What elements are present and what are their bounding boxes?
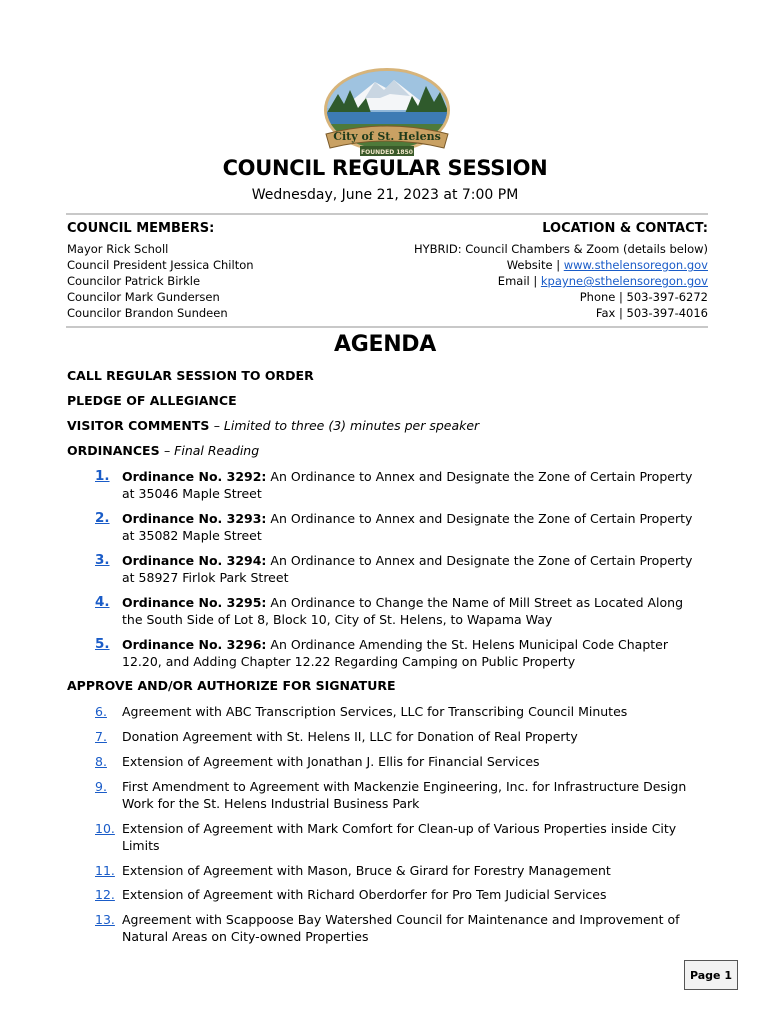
ordinance-title: Ordinance No. 3292:	[122, 469, 267, 484]
ordinance-text: An Ordinance to Annex and Designate the Zone of Certain Property at 58927 Firlok Park Street	[122, 553, 693, 585]
ordinance-title: Ordinance No. 3293:	[122, 511, 267, 526]
approval-text: First Amendment to Agreement with Mackenzie Engineering, Inc. for Infrastructure Design Work for the St. Helens Industrial Business Park	[122, 779, 687, 811]
page-title: COUNCIL REGULAR SESSION	[222, 156, 548, 180]
approval-text: Extension of Agreement with Richard Oberdorfer for Pro Tem Judicial Services	[122, 887, 607, 902]
item-number-link[interactable]: 1.	[95, 468, 110, 484]
ordinance-item	[95, 594, 705, 628]
fax-row: Fax | 503-397-4016	[595, 306, 708, 320]
ordinance-title: Ordinance No. 3295:	[122, 595, 267, 610]
city-seal-logo	[320, 68, 454, 160]
approval-item	[95, 911, 705, 945]
ordinance-item	[95, 510, 705, 544]
ordinances-label: ORDINANCES	[67, 443, 160, 458]
divider	[66, 213, 708, 215]
website-row	[414, 257, 708, 273]
approval-item	[95, 728, 705, 745]
member-item: Councilor Patrick Birkle	[67, 274, 201, 288]
ordinance-item	[95, 468, 705, 502]
location-heading: LOCATION & CONTACT:	[542, 221, 708, 236]
members-heading: COUNCIL MEMBERS:	[67, 221, 215, 236]
visitor-comments	[67, 418, 479, 433]
email-row	[414, 273, 708, 289]
contact-list	[414, 241, 708, 321]
item-number-link[interactable]: 8.	[95, 754, 107, 769]
item-number-link[interactable]: 10.	[95, 821, 115, 836]
item-number-link[interactable]: 2.	[95, 510, 110, 526]
approval-item	[95, 703, 705, 720]
member-item: Council President Jessica Chilton	[67, 258, 254, 272]
item-number-link[interactable]: 7.	[95, 729, 107, 744]
agenda-title: AGENDA	[333, 332, 436, 357]
ordinance-text: An Ordinance to Annex and Designate the Zone of Certain Property at 35082 Maple Street	[122, 511, 693, 543]
visitor-comments-note: – Limited to three (3) minutes per speaker	[213, 418, 480, 433]
ordinance-text: An Ordinance to Annex and Designate the Zone of Certain Property at 35046 Maple Street	[122, 469, 693, 501]
website-link[interactable]: www.sthelensoregon.gov	[563, 258, 708, 272]
approval-item	[95, 862, 705, 879]
approval-text: Extension of Agreement with Jonathan J. Ellis for Financial Services	[122, 754, 540, 769]
ordinances-heading	[67, 443, 259, 458]
phone-row: Phone | 503-397-6272	[579, 290, 708, 304]
pledge-of-allegiance: PLEDGE OF ALLEGIANCE	[67, 393, 237, 408]
hybrid-location: HYBRID: Council Chambers & Zoom (details below)	[413, 242, 708, 256]
meeting-date: Wednesday, June 21, 2023 at 7:00 PM	[251, 187, 519, 203]
approval-text: Agreement with Scappoose Bay Watershed Council for Maintenance and Improvement of Natural Areas on City-owned Properties	[122, 912, 680, 944]
ordinance-item	[95, 552, 705, 586]
approve-heading: APPROVE AND/OR AUTHORIZE FOR SIGNATURE	[67, 678, 396, 693]
approval-item	[95, 778, 705, 812]
item-number-link[interactable]: 9.	[95, 779, 107, 794]
member-item: Councilor Mark Gundersen	[67, 290, 220, 304]
ordinance-title: Ordinance No. 3296:	[122, 637, 267, 652]
approval-text: Extension of Agreement with Mark Comfort for Clean-up of Various Properties inside City Limits	[122, 821, 677, 853]
email-label: Email |	[497, 274, 541, 288]
call-to-order: CALL REGULAR SESSION TO ORDER	[67, 368, 314, 383]
item-number-link[interactable]: 11.	[95, 863, 115, 878]
member-item: Mayor Rick Scholl	[67, 242, 169, 256]
visitor-comments-label: VISITOR COMMENTS	[67, 418, 210, 433]
logo-banner-text: FOUNDED 1850	[361, 149, 413, 156]
item-number-link[interactable]: 13.	[95, 912, 115, 927]
ordinance-title: Ordinance No. 3294:	[122, 553, 267, 568]
logo-arc-text: City of St. Helens	[333, 130, 441, 143]
website-label: Website |	[506, 258, 564, 272]
page-number: Page 1	[684, 960, 738, 990]
item-number-link[interactable]: 4.	[95, 594, 110, 610]
approval-item	[95, 753, 705, 770]
approval-text: Donation Agreement with St. Helens II, LLC for Donation of Real Property	[122, 729, 578, 744]
approval-item	[95, 820, 705, 854]
ordinances-note: – Final Reading	[163, 443, 260, 458]
approval-text: Extension of Agreement with Mason, Bruce & Girard for Forestry Management	[122, 863, 611, 878]
divider	[66, 326, 708, 328]
item-number-link[interactable]: 3.	[95, 552, 110, 568]
approval-item	[95, 886, 705, 903]
approval-text: Agreement with ABC Transcription Services, LLC for Transcribing Council Minutes	[122, 704, 628, 719]
ordinance-item	[95, 636, 705, 670]
item-number-link[interactable]: 6.	[95, 704, 107, 719]
member-item: Councilor Brandon Sundeen	[67, 306, 228, 320]
ordinance-text: An Ordinance Amending the St. Helens Municipal Code Chapter 12.20, and Adding Chapter 12.22 Regarding Camping on Public Property	[122, 637, 669, 669]
ordinance-text: An Ordinance to Change the Name of Mill Street as Located Along the South Side of Lot 8, Block 10, City of St. Helens, to Wapama Way	[122, 595, 684, 627]
members-list	[67, 241, 254, 321]
email-link[interactable]: kpayne@sthelensoregon.gov	[540, 274, 708, 288]
item-number-link[interactable]: 5.	[95, 636, 110, 652]
item-number-link[interactable]: 12.	[95, 887, 115, 902]
